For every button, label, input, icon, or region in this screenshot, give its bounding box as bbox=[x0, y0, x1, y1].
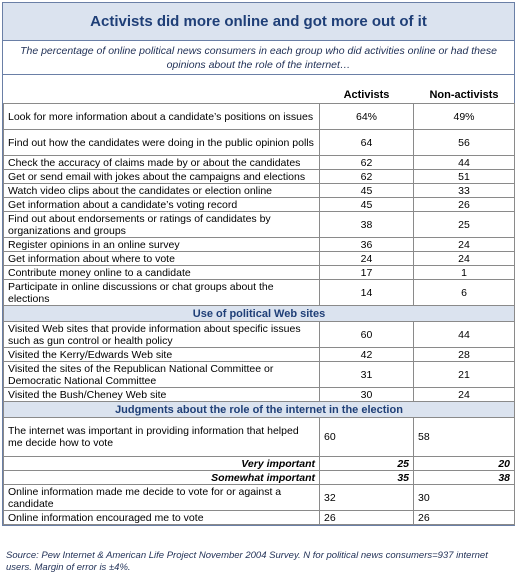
non-activists-value: 26 bbox=[414, 198, 515, 212]
table-row bbox=[4, 418, 515, 457]
non-activists-value: 56 bbox=[414, 130, 515, 156]
non-activists-value: 49% bbox=[414, 104, 515, 130]
non-activists-value: 58 bbox=[414, 418, 515, 457]
results-table bbox=[3, 75, 515, 525]
row-label: Get or send email with jokes about the campaigns and elections bbox=[4, 170, 320, 184]
non-activists-value: 26 bbox=[414, 511, 515, 525]
non-activists-value: 24 bbox=[414, 252, 515, 266]
table-row bbox=[4, 280, 515, 306]
header-non-activists: Non-activists bbox=[429, 89, 499, 101]
column-header-row bbox=[4, 75, 515, 104]
table-row bbox=[4, 238, 515, 252]
table-row bbox=[4, 511, 515, 525]
activists-value: 14 bbox=[320, 280, 414, 306]
section-heading: Use of political Web sites bbox=[4, 306, 515, 322]
row-label: Participate in online discussions or chat groups about the elections bbox=[4, 280, 320, 306]
table-row bbox=[4, 184, 515, 198]
table-row bbox=[4, 198, 515, 212]
row-label: Check the accuracy of claims made by or about the candidates bbox=[4, 156, 320, 170]
non-activists-value: 6 bbox=[414, 280, 515, 306]
table-row bbox=[4, 388, 515, 402]
row-label: Find out how the candidates were doing in the public opinion polls bbox=[4, 130, 320, 156]
activists-value: 62 bbox=[320, 170, 414, 184]
table-row bbox=[4, 252, 515, 266]
source-note: Source: Pew Internet & American Life Project November 2004 Survey. N for political news consumers=937 internet users. Margin of error is ±4%. bbox=[6, 550, 488, 573]
row-label: Get information about where to vote bbox=[4, 252, 320, 266]
activists-value: 24 bbox=[320, 252, 414, 266]
row-label: Get information about a candidate’s voting record bbox=[4, 198, 320, 212]
table-row bbox=[4, 212, 515, 238]
section-heading: Judgments about the role of the internet in the election bbox=[4, 402, 515, 418]
non-activists-value: 28 bbox=[414, 348, 515, 362]
non-activists-value: 24 bbox=[414, 238, 515, 252]
table-row bbox=[4, 322, 515, 348]
row-label: Register opinions in an online survey bbox=[4, 238, 320, 252]
activists-value: 42 bbox=[320, 348, 414, 362]
table-row bbox=[4, 348, 515, 362]
table-title: Activists did more online and got more out of it bbox=[3, 3, 514, 41]
non-activists-value: 38 bbox=[414, 471, 515, 485]
non-activists-value: 1 bbox=[414, 266, 515, 280]
table-row bbox=[4, 266, 515, 280]
activists-value: 36 bbox=[320, 238, 414, 252]
row-label: Find out about endorsements or ratings of candidates by organizations and groups bbox=[4, 212, 320, 238]
row-label: Watch video clips about the candidates or election online bbox=[4, 184, 320, 198]
activists-value: 62 bbox=[320, 156, 414, 170]
activists-value: 64 bbox=[320, 130, 414, 156]
row-label: Visited the Bush/Cheney Web site bbox=[4, 388, 320, 402]
table-row bbox=[4, 362, 515, 388]
data-table-panel bbox=[2, 2, 515, 526]
row-label: Visited the sites of the Republican National Committee or Democratic National Committee bbox=[4, 362, 320, 388]
header-blank bbox=[4, 75, 320, 104]
activists-value: 45 bbox=[320, 198, 414, 212]
row-label: Very important bbox=[4, 457, 320, 471]
table-row bbox=[4, 471, 515, 485]
row-label: Online information encouraged me to vote bbox=[4, 511, 320, 525]
table-intro: The percentage of online political news consumers in each group who did activities online or had these opinions about the role of the internet… bbox=[3, 41, 514, 75]
section-row-websites bbox=[4, 306, 515, 322]
activists-value: 30 bbox=[320, 388, 414, 402]
table-row bbox=[4, 130, 515, 156]
row-label: Look for more information about a candidate’s positions on issues bbox=[4, 104, 320, 130]
activists-value: 26 bbox=[320, 511, 414, 525]
activists-value: 64% bbox=[320, 104, 414, 130]
non-activists-value: 44 bbox=[414, 322, 515, 348]
header-activists: Activists bbox=[343, 89, 390, 101]
non-activists-value: 20 bbox=[414, 457, 515, 471]
non-activists-value: 30 bbox=[414, 485, 515, 511]
activists-value: 60 bbox=[320, 418, 414, 457]
activists-value: 31 bbox=[320, 362, 414, 388]
row-label: Visited Web sites that provide information about specific issues such as gun control or health policy bbox=[4, 322, 320, 348]
row-label: Somewhat important bbox=[4, 471, 320, 485]
non-activists-value: 25 bbox=[414, 212, 515, 238]
activists-value: 25 bbox=[320, 457, 414, 471]
non-activists-value: 24 bbox=[414, 388, 515, 402]
activists-value: 35 bbox=[320, 471, 414, 485]
activists-value: 17 bbox=[320, 266, 414, 280]
row-label: Online information made me decide to vote for or against a candidate bbox=[4, 485, 320, 511]
table-row bbox=[4, 104, 515, 130]
table-row bbox=[4, 457, 515, 471]
non-activists-value: 33 bbox=[414, 184, 515, 198]
table-row bbox=[4, 156, 515, 170]
activists-value: 38 bbox=[320, 212, 414, 238]
table-row bbox=[4, 485, 515, 511]
section-row-judgments bbox=[4, 402, 515, 418]
row-label: The internet was important in providing information that helped me decide how to vote bbox=[4, 418, 320, 457]
activists-value: 60 bbox=[320, 322, 414, 348]
activists-value: 32 bbox=[320, 485, 414, 511]
row-label: Visited the Kerry/Edwards Web site bbox=[4, 348, 320, 362]
non-activists-value: 44 bbox=[414, 156, 515, 170]
activists-value: 45 bbox=[320, 184, 414, 198]
table-row bbox=[4, 170, 515, 184]
row-label: Contribute money online to a candidate bbox=[4, 266, 320, 280]
non-activists-value: 51 bbox=[414, 170, 515, 184]
non-activists-value: 21 bbox=[414, 362, 515, 388]
